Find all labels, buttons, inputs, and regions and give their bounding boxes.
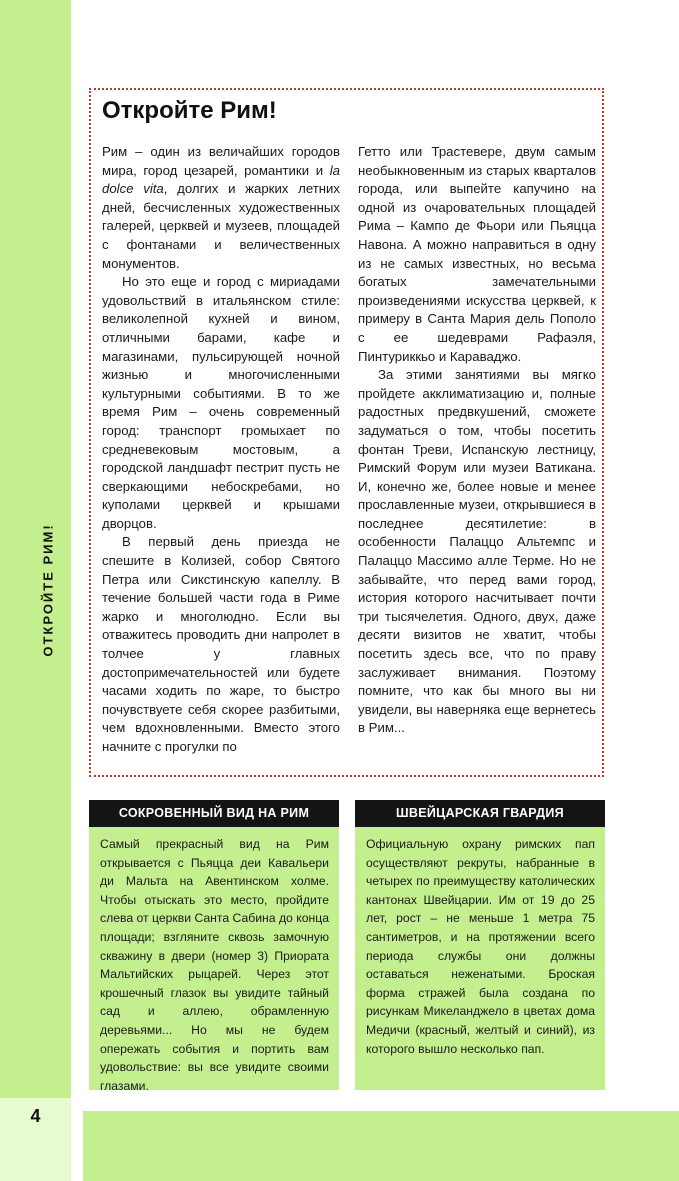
bottom-bar	[83, 1111, 679, 1181]
page-title: Откройте Рим!	[102, 97, 277, 124]
sidebar-title: ШВЕЙЦАРСКАЯ ГВАРДИЯ	[355, 800, 605, 827]
text-column-right	[358, 143, 596, 738]
paragraph: Рим – один из величайших городов мира, город цезарей, романтики и la dolce vita, долгих и жарких летних дней, бесчисленных художественных галерей, церквей и музеев, площадей с фонтанами и величественных монументов.	[102, 144, 341, 271]
sidebar-swiss-guard	[355, 800, 605, 1090]
page-number: 4	[30, 1106, 41, 1126]
sidebar-text: Самый прекрасный вид на Рим открывается с Пьяцца деи Кавальери ди Мальта на Авентинском холме. Чтобы отыскать это место, пройдите слева от церкви Санта Сабина до конца площади; взгляните сквозь замочную скважину в двери (номер 3) Приората Мальтийских рыцарей. Через этот крошечный глазок вы увидите тайный сад и аллею, обрамленную деревьями... Но мы не будем опережать события и портить вам удовольствие: вы все увидите своими глазами.	[100, 837, 329, 1093]
paragraph: В первый день приезда не спешите в Колизей, собор Святого Петра или Сикстинскую капеллу. В течение большей части года в Риме жарко и многолюдно. Если вы отважитесь проводить дни напролет в толчее у главных достопримечательностей или будете часами ходить по жаре, то быстро почувствуете себя скорее разбитыми, чем вдохновленными. Вместо этого начните с прогулки по	[102, 534, 340, 754]
intro-box	[89, 88, 604, 777]
paragraph: За этими занятиями вы мягко пройдете акклиматизацию и, полные радостных предвкушений, сможете задуматься о том, чтобы посетить фонтан Треви, Испанскую лестницу, Римский Форум или музеи Ватикана. И, конечно же, более новые и менее прославленные музеи, открывшиеся в последнее десятилетие: в особенности Палаццо Альтемпс и Палаццо Массимо алле Терме. Но не забывайте, что перед вами город, история которого насчитывает почти три тысячелетия. Одного, двух, даже десяти визитов не хватит, чтобы посетить здесь все, что по праву заслуживает внимания. Поэтому помните, что как бы много вы ни увидели, вы наверняка еще вернетесь в Рим...	[358, 367, 596, 736]
text-column-left	[102, 143, 340, 757]
section-label: ОТКРОЙТЕ РИМ!	[40, 523, 56, 657]
side-strip	[0, 0, 71, 1181]
paragraph: Но это еще и город с мириадами удовольствий в итальянском стиле: великолепной кухней и вином, отличными барами, кафе и магазинами, пульсирующей ночной жизнью и многочисленными культурными событиями. В то же время Рим – очень современный город: транспорт громыхает по средневековым мостовым, а городской ландшафт пестрит пусть не сверкающими небоскребами, но куполами церквей и крышами дворцов.	[102, 274, 340, 531]
paragraph: Гетто или Трастевере, двум самым необыкновенным из старых кварталов города, или выпейте капучино на одной из очаровательных площадей Рима – Кампо де Фьори или Пьяцца Навона. А можно направиться в одну из не самых известных, но весьма богатых замечательными произведениями искусства церквей, к примеру в Санта Мария дель Пополо с ее шедеврами Рафаэля, Пинтуриккьо и Караваджо.	[358, 144, 596, 364]
sidebar-text: Официальную охрану римских пап осуществляют рекруты, набранные в четырех по преимуществу католических кантонах Швейцарии. Им от 19 до 25 лет, рост – не меньше 1 метра 75 сантиметров, и на протяжении всего периода службы они должны оставаться неженатыми. Броская форма стражей была создана по рисункам Микеланджело в цветах дома Медичи (красный, желтый и синий), из которого вышло несколько пап.	[366, 837, 595, 1056]
sidebar-secret-view	[89, 800, 339, 1093]
sidebar-title: СОКРОВЕННЫЙ ВИД НА РИМ	[89, 800, 339, 827]
